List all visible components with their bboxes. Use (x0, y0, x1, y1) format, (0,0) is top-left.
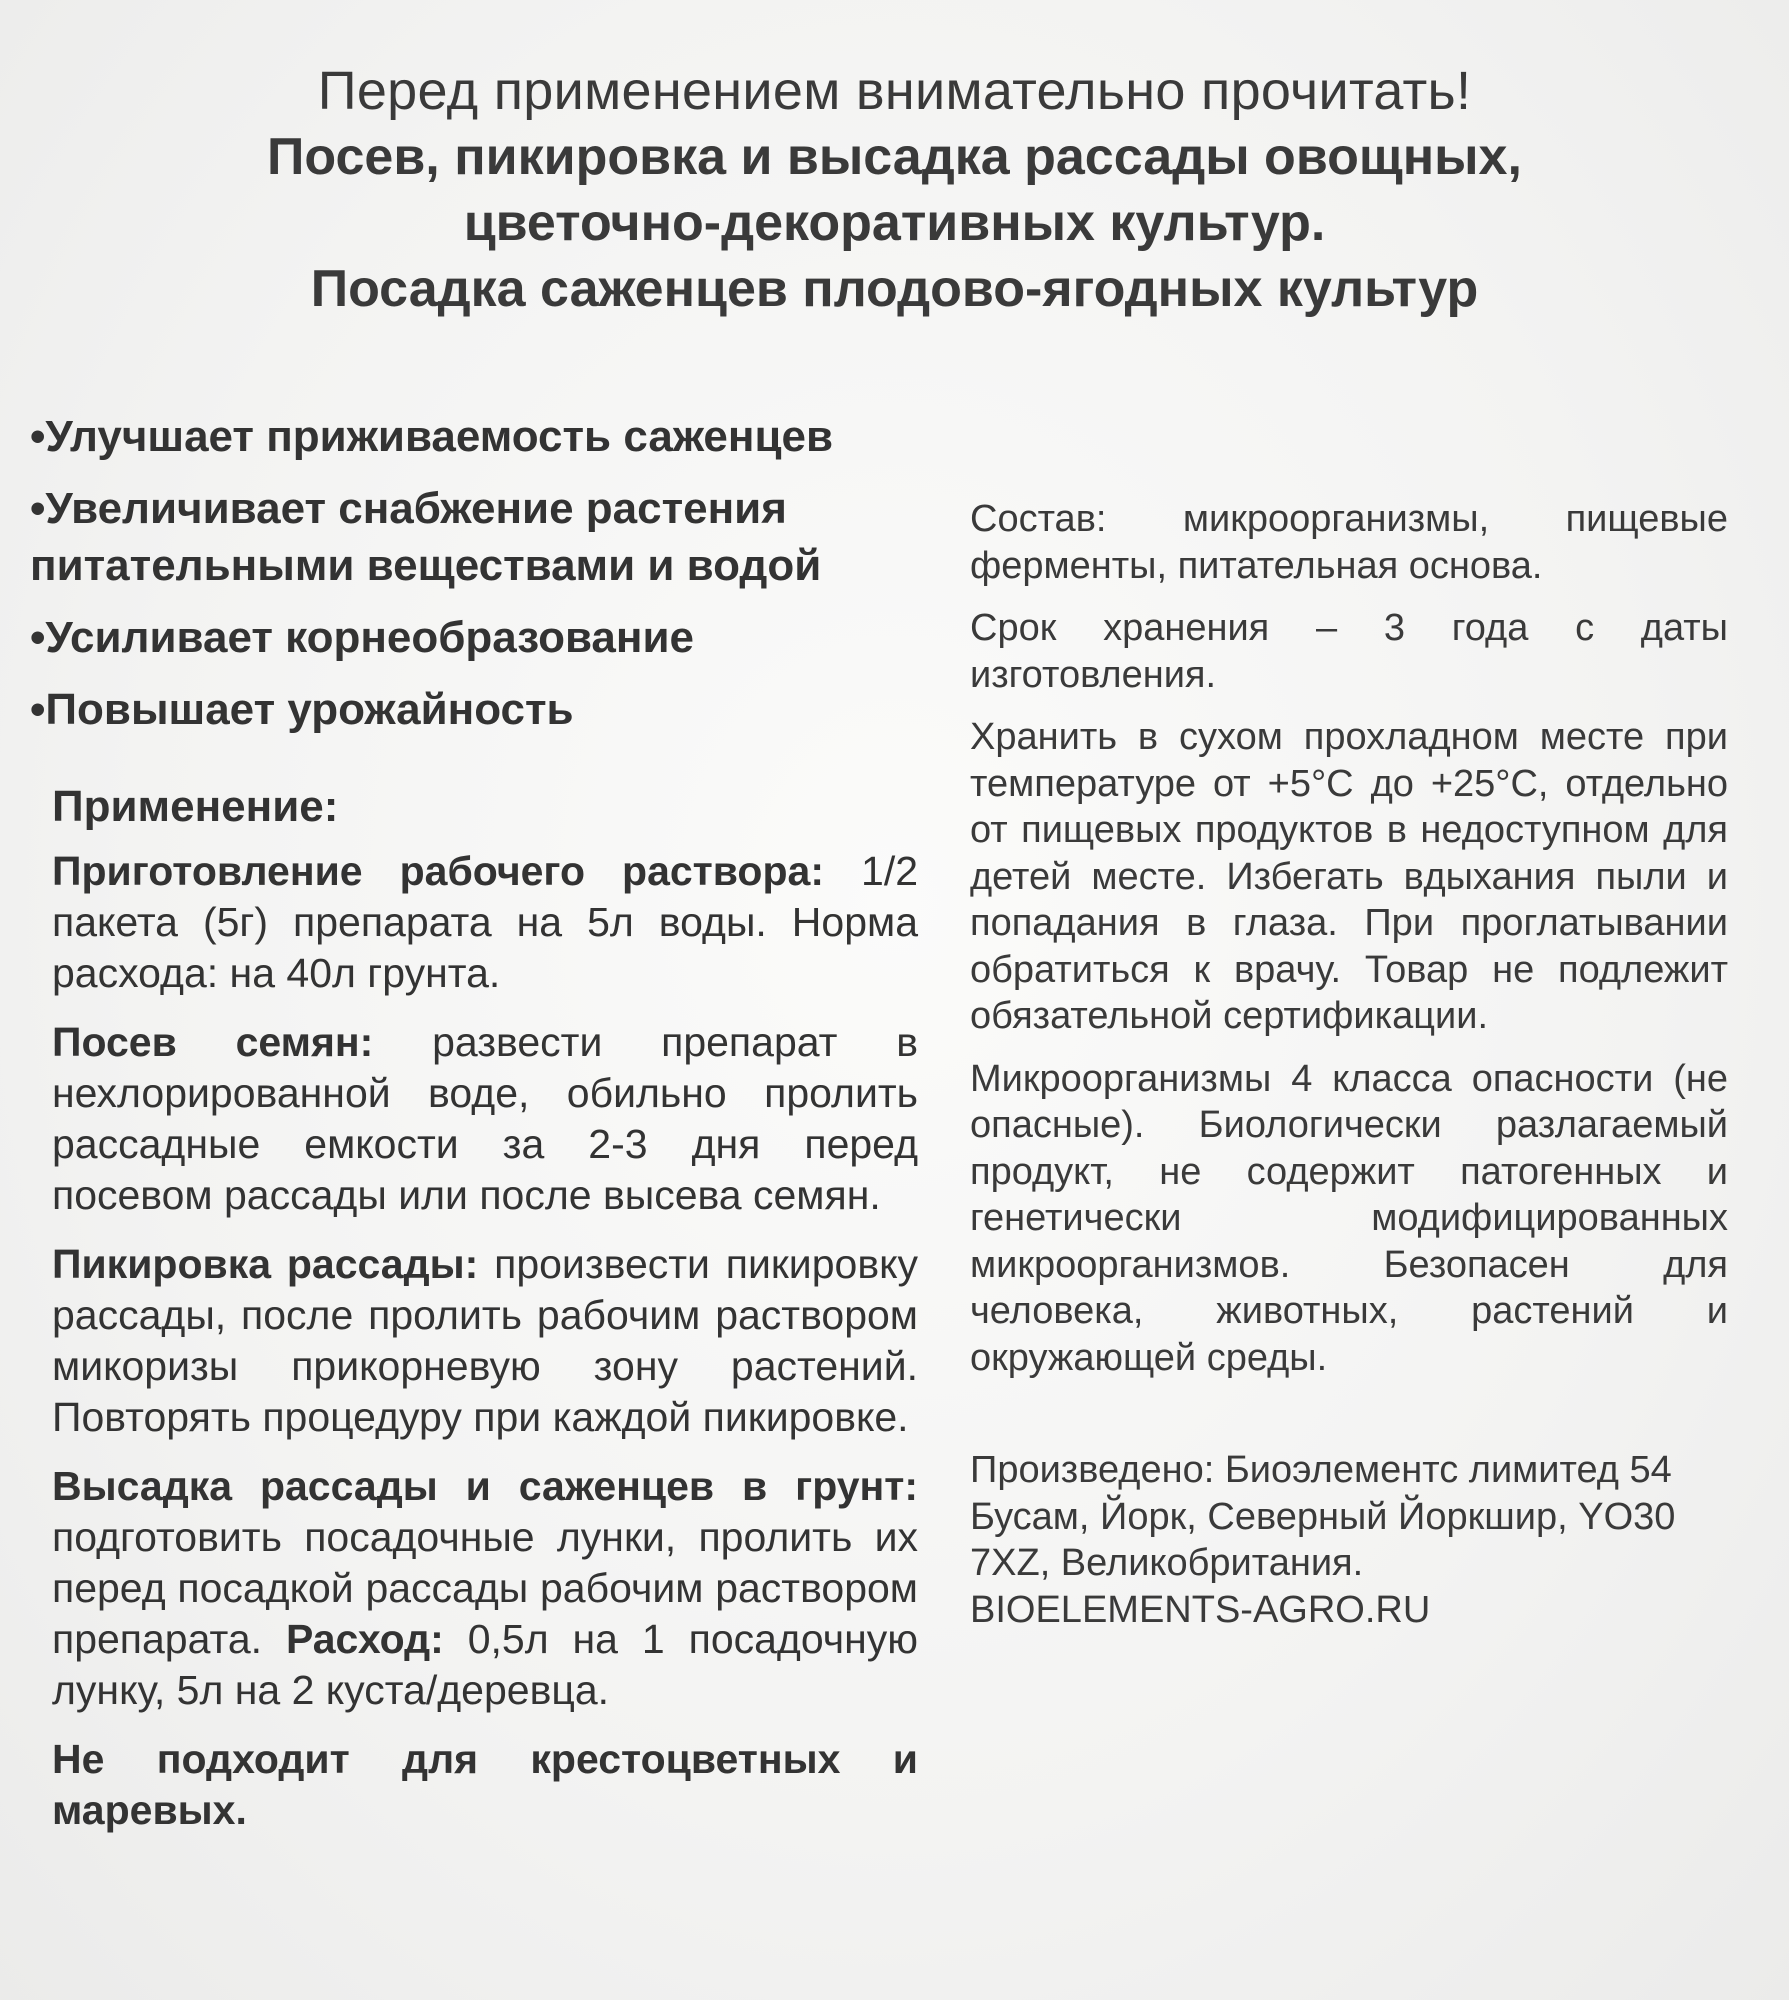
paragraph-text: подготовить посадочные лунки, пролить их перед посадкой рассады рабочим раствором препарата. (52, 1514, 918, 1662)
shelf-life-text: Срок хранения – 3 года с даты изготовления. (970, 607, 1728, 696)
benefits-list (30, 408, 918, 738)
warning-title: Перед применением внимательно прочитать! (317, 61, 1472, 121)
right-column (970, 496, 1728, 1633)
application-paragraph (52, 1734, 918, 1836)
manufacturer-line: 7XZ, Великобритания. (970, 1542, 1364, 1584)
application-paragraph (52, 846, 918, 999)
subtitle-line-2: цветочно-декоративных культур. (463, 194, 1326, 252)
storage-text: Хранить в сухом прохладном месте при температуре от +5°С до +25°С, отдельно от пищевых продуктов в недоступном для детей месте. Избегать вдыхания пыли и попадания в глаза. При проглатывании обратиться к врачу. Товар не подлежит обязательной сертификации. (970, 716, 1728, 1037)
application-paragraph (52, 1461, 918, 1716)
paragraph-label: Высадка рассады и саженцев в грунт: (52, 1463, 918, 1509)
header (0, 58, 1789, 322)
application-title: Применение: (52, 782, 339, 831)
manufacturer-line: Произведено: Биоэлементс лимитед 54 (970, 1449, 1672, 1491)
benefit-item: •Усиливает корнеобразование (30, 613, 694, 662)
manufacturer-line: Бусам, Йорк, Северный Йоркшир, YO30 (970, 1495, 1676, 1538)
application-paragraph (52, 1239, 918, 1443)
safety-text: Микроорганизмы 4 класса опасности (не опасные). Биологически разлагаемый продукт, не содержит патогенных и генетически модифицированных микроорганизмов. Безопасен для человека, животных, растений и окружающей среды. (970, 1057, 1728, 1379)
website-text: BIOELEMENTS-AGRO.RU (970, 1588, 1431, 1631)
benefit-item: •Улучшает приживаемость саженцев (30, 412, 834, 461)
benefit-item: •Увеличивает снабжение растения питательными веществами и водой (30, 484, 822, 590)
application-paragraph (52, 1017, 918, 1221)
consumption-text: 0,5л на 1 посадочную лунку, 5л на 2 куста/деревца. (52, 1616, 918, 1713)
paragraph-label: Пикировка рассады: (52, 1241, 479, 1287)
composition-text: Состав: микроорганизмы, пищевые ферменты, питательная основа. (970, 498, 1728, 587)
left-column (30, 408, 918, 1854)
manufacturer-block (970, 1447, 1728, 1633)
paragraph-text: развести препарат в нехлорированной воде, обильно пролить рассадные емкости за 2-3 дня перед посевом рассады или после высева семян. (52, 1019, 918, 1218)
consumption-label: Расход: (285, 1616, 444, 1662)
subtitle-line-1: Посев, пикировка и высадка рассады овощных, (267, 128, 1522, 186)
paragraph-label: Приготовление рабочего раствора: (52, 848, 824, 894)
paragraph-text: произвести пикировку рассады, после пролить рабочим раствором микоризы прикорневую зону растений. Повторять процедуру при каждой пикировке. (52, 1241, 918, 1440)
benefit-item: •Повышает урожайность (30, 685, 574, 734)
paragraph-text: 1/2 пакета (5г) препарата на 5л воды. Норма расхода: на 40л грунта. (52, 848, 919, 996)
paragraph-label: Посев семян: (52, 1019, 374, 1065)
warning-note: Не подходит для крестоцветных и маревых. (52, 1736, 918, 1833)
subtitle-line-3: Посадка саженцев плодово-ягодных культур (310, 260, 1479, 318)
